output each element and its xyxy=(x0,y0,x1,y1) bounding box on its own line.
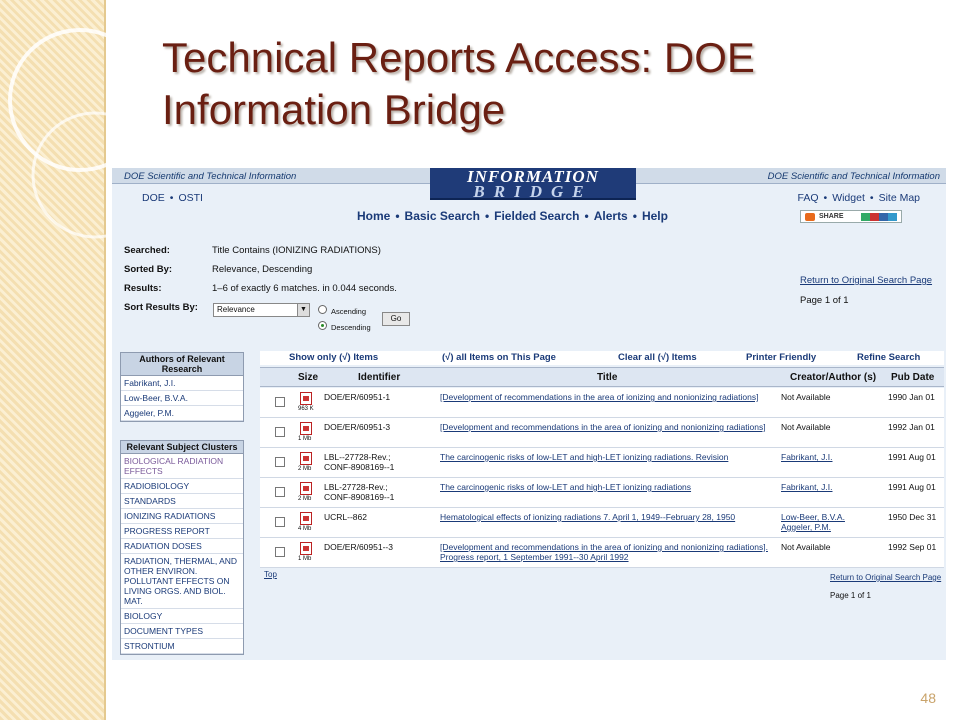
pub-date: 1990 Jan 01 xyxy=(888,392,935,402)
results-table-header xyxy=(260,367,944,387)
table-row xyxy=(260,388,944,418)
clear-all-link[interactable]: Clear all (√) Items xyxy=(618,352,697,363)
author-item[interactable]: Aggeler, P.M. xyxy=(121,406,243,421)
social-icons xyxy=(861,213,897,221)
pub-date: 1992 Jan 01 xyxy=(888,422,935,432)
col-title: Title xyxy=(597,372,618,383)
main-nav-home[interactable]: Home xyxy=(357,209,391,223)
identifier-line: DOE/ER/60951-3 xyxy=(324,422,391,432)
sorted-value: Relevance, Descending xyxy=(212,264,313,275)
searched-label: Searched: xyxy=(124,245,170,256)
cluster-item[interactable]: STRONTIUM xyxy=(121,639,243,654)
table-row xyxy=(260,508,944,538)
main-nav xyxy=(357,209,668,223)
searched-value: Title Contains (IONIZING RADIATIONS) xyxy=(212,245,381,256)
result-title-link[interactable]: [Development and recommendations in the area of ionizing and nonionizing radiations] xyxy=(440,422,766,432)
information-bridge-logo[interactable] xyxy=(430,168,636,200)
file-size: 1 Mb xyxy=(298,436,312,442)
file-size: 963 K xyxy=(298,406,314,412)
top-link[interactable]: Top xyxy=(264,570,277,579)
author-name: Aggeler, P.M. xyxy=(781,522,831,532)
refine-search-link[interactable]: Refine Search xyxy=(857,352,921,363)
identifier-line: DOE/ER/60951-1 xyxy=(324,392,391,402)
col-identifier: Identifier xyxy=(358,372,401,383)
cluster-item[interactable]: BIOLOGY xyxy=(121,609,243,624)
result-title-link[interactable]: [Development and recommendations in the area of ionizing and nonionizing radiations]. Progress report, 1 September 1991--30 April 1992 xyxy=(440,542,768,562)
nav-osti-link[interactable]: OSTI xyxy=(178,192,203,204)
results-action-bar xyxy=(260,351,944,365)
row-checkbox[interactable] xyxy=(275,457,285,467)
identifier-line: CONF-8908169--1 xyxy=(324,462,395,472)
authors-heading: Authors of Relevant Research xyxy=(121,353,243,376)
author-name: Fabrikant, J.I. xyxy=(781,452,833,462)
author xyxy=(781,422,879,432)
cluster-item[interactable]: DOCUMENT TYPES xyxy=(121,624,243,639)
pub-date: 1992 Sep 01 xyxy=(888,542,937,552)
file-size: 1 Mb xyxy=(298,556,312,562)
main-nav-fielded-search[interactable]: Fielded Search xyxy=(494,209,580,223)
slide-title: Technical Reports Access: DOE Information Bridge xyxy=(162,34,755,133)
chevron-down-icon: ▼ xyxy=(297,304,309,316)
nav-faq-link[interactable]: FAQ xyxy=(797,192,819,204)
author-item[interactable]: Fabrikant, J.I. xyxy=(121,376,243,391)
subject-clusters-box xyxy=(120,440,244,655)
page-indicator-bottom: Page 1 of 1 xyxy=(830,591,871,600)
author-link[interactable] xyxy=(781,482,879,492)
descending-radio[interactable] xyxy=(318,321,327,330)
cluster-item[interactable]: RADIATION, THERMAL, AND OTHER ENVIRON. POLLUTANT EFFECTS ON LIVING ORGS. AND BIOL. MAT. xyxy=(121,554,243,609)
go-button[interactable]: Go xyxy=(382,312,410,326)
identifier xyxy=(324,482,436,502)
identifier xyxy=(324,422,436,432)
identifier-line: LBL--27728-Rev.; xyxy=(324,452,391,462)
identifier xyxy=(324,452,436,472)
main-nav-alerts[interactable]: Alerts xyxy=(593,209,628,223)
check-all-link[interactable]: (√) all Items on This Page xyxy=(442,352,556,363)
slide-number: 48 xyxy=(920,690,936,706)
results-label: Results: xyxy=(124,283,162,294)
nav-doe-link[interactable]: DOE xyxy=(142,192,165,204)
banner-left-text: DOE Scientific and Technical Information xyxy=(124,171,297,182)
table-row xyxy=(260,418,944,448)
nav-widget-link[interactable]: Widget xyxy=(832,192,865,204)
printer-friendly-link[interactable]: Printer Friendly xyxy=(746,352,817,363)
top-nav-left xyxy=(142,192,203,204)
nav-separator: • xyxy=(395,209,400,223)
nav-separator: • xyxy=(869,192,874,204)
row-checkbox[interactable] xyxy=(275,547,285,557)
author xyxy=(781,392,879,402)
author-name: Fabrikant, J.I. xyxy=(781,482,833,492)
pub-date: 1950 Dec 31 xyxy=(888,512,937,522)
sort-results-label: Sort Results By: xyxy=(124,302,198,313)
share-label: SHARE xyxy=(819,213,844,220)
author-link[interactable] xyxy=(781,512,879,532)
author-name: Not Available xyxy=(781,392,831,402)
nav-separator: • xyxy=(632,209,637,223)
result-title-link[interactable]: The carcinogenic risks of low-LET and high-LET ionizing radiations xyxy=(440,482,692,492)
author-link[interactable] xyxy=(781,452,879,462)
table-row xyxy=(260,538,944,568)
author-name: Not Available xyxy=(781,422,831,432)
author-name: Low-Beer, B.V.A. xyxy=(781,512,845,522)
page-indicator: Page 1 of 1 xyxy=(800,295,849,306)
authors-box xyxy=(120,352,244,422)
slide-decoration-band xyxy=(0,0,106,720)
row-checkbox[interactable] xyxy=(275,397,285,407)
identifier-line: DOE/ER/60951--3 xyxy=(324,542,393,552)
cluster-item[interactable]: RADIOBIOLOGY xyxy=(121,479,243,494)
top-nav-right xyxy=(797,192,920,204)
identifier xyxy=(324,542,436,552)
logo-text-bottom: BRIDGE xyxy=(473,182,593,201)
table-row xyxy=(260,448,944,478)
author-name: Not Available xyxy=(781,542,831,552)
col-creator: Creator/Author (s) xyxy=(790,372,877,383)
col-pub-date: Pub Date xyxy=(891,372,935,383)
main-nav-basic-search[interactable]: Basic Search xyxy=(404,209,480,223)
share-icon xyxy=(805,213,815,221)
pdf-icon[interactable] xyxy=(300,422,312,435)
share-button[interactable] xyxy=(800,210,902,223)
ascending-radio[interactable] xyxy=(318,305,327,314)
row-checkbox[interactable] xyxy=(275,427,285,437)
pdf-icon[interactable] xyxy=(300,392,312,405)
row-checkbox[interactable] xyxy=(275,517,285,527)
clusters-heading: Relevant Subject Clusters xyxy=(121,441,243,454)
result-title-link[interactable]: Hematological effects of ionizing radiations 7. April 1, 1949--February 28, 1950 xyxy=(440,512,736,522)
nav-separator: • xyxy=(484,209,490,223)
identifier xyxy=(324,392,436,402)
return-to-search-link[interactable]: Return to Original Search Page xyxy=(800,275,933,286)
pdf-icon[interactable] xyxy=(300,482,312,495)
logo-text-top: INFORMATION xyxy=(467,168,599,186)
results-value: 1–6 of exactly 6 matches. in 0.044 seconds. xyxy=(212,283,397,294)
decorative-circles xyxy=(0,0,106,720)
pub-date: 1991 Aug 01 xyxy=(888,452,936,462)
nav-site-map-link[interactable]: Site Map xyxy=(878,192,920,204)
identifier-line: LBL-27728-Rev.; xyxy=(324,482,388,492)
cluster-item[interactable]: STANDARDS xyxy=(121,494,243,509)
banner-right-text: DOE Scientific and Technical Information xyxy=(767,171,940,182)
nav-separator: • xyxy=(823,192,828,204)
cluster-item[interactable]: IONIZING RADIATIONS xyxy=(121,509,243,524)
sorted-label: Sorted By: xyxy=(124,264,173,275)
identifier-line: CONF-8908169--1 xyxy=(324,492,395,502)
pdf-icon[interactable] xyxy=(300,452,312,465)
nav-separator: • xyxy=(584,209,589,223)
cluster-item[interactable]: RADIATION DOSES xyxy=(121,539,243,554)
row-checkbox[interactable] xyxy=(275,487,285,497)
ascending-label: Ascending xyxy=(331,307,367,316)
file-size: 2 Mb xyxy=(298,496,312,502)
show-only-checked-link[interactable]: Show only (√) Items xyxy=(289,352,379,363)
identifier xyxy=(324,512,436,522)
file-size: 4 Mb xyxy=(298,526,312,532)
pdf-icon[interactable] xyxy=(300,542,312,555)
descending-label: Descending xyxy=(331,323,371,332)
information-bridge-screenshot xyxy=(112,168,946,660)
return-to-search-link-bottom[interactable]: Return to Original Search Page xyxy=(830,573,942,582)
sort-select[interactable] xyxy=(213,303,310,317)
pub-date: 1991 Aug 01 xyxy=(888,482,936,492)
identifier-line: UCRL--862 xyxy=(324,512,367,522)
pdf-icon[interactable] xyxy=(300,512,312,525)
col-size: Size xyxy=(298,372,319,383)
main-nav-help[interactable]: Help xyxy=(641,209,668,223)
nav-separator: • xyxy=(169,192,174,204)
author xyxy=(781,542,879,552)
table-row xyxy=(260,478,944,508)
cluster-item[interactable]: PROGRESS REPORT xyxy=(121,524,243,539)
cluster-item[interactable]: BIOLOGICAL RADIATION EFFECTS xyxy=(121,454,243,479)
sort-selected-value: Relevance xyxy=(217,305,255,314)
author-item[interactable]: Low-Beer, B.V.A. xyxy=(121,391,243,406)
result-title-link[interactable]: [Development of recommendations in the area of ionizing and nonionizing radiations] xyxy=(440,392,759,402)
file-size: 2 Mb xyxy=(298,466,312,472)
result-title-link[interactable]: The carcinogenic risks of low-LET and high-LET ionizing radiations. Revision xyxy=(440,452,729,462)
